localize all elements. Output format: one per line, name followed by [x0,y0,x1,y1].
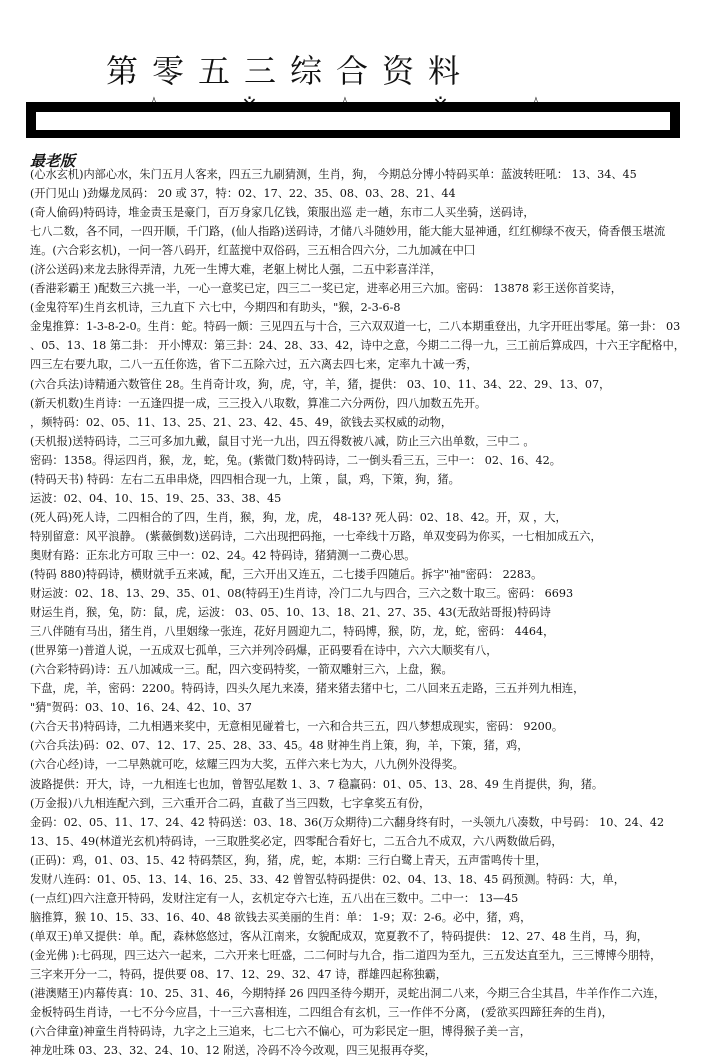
text-line: (单双王)单又提供：单。配，森林悠悠过，客从江南来，女貌配成双，宽夏教不了，特码提供： 12、27、48 生肖，马，狗， [30,929,648,943]
text-line: (六合彩特码)诗：五八加减成一三。配，四六变码特奖，一箭双雕射三六，上盘，猴。 [30,663,453,677]
text-line: (六合律童)神童生肖特码诗，九字之上三追来，七二七六不偏心，可为彩民定一胆，博得猴子美一言， [30,1025,531,1039]
text-line: 、05、13、18 第二卦： 开小博双：第三卦：24、28、33、42，诗中之意，今期二二得一九，三工前后算成四，十六王字配格中， [30,339,685,353]
text-line: (新天机数)生肖诗：一五逢四提一成，三三投入八取数，算准二六分两份，四八加数五先开。 [30,396,487,410]
text-line: (正码)：鸡，01、03、15、42 特码禁区，狗，猪，虎，蛇，本期：三行白鹭上青天，五声雷鸣传十里， [30,853,547,867]
text-line: ，频特码：02、05、11、13、25、21、23、42、45、49，欲钱去买权威的动物， [30,415,453,429]
text-line: 发财八连码：01、05、13、14、16、25、33、42 曾智弘特码提供：02、04、13、18、45 码预测。特码：大，单， [30,872,625,886]
text-line: 密码：1358。得运四肖，猴，龙，蛇，兔。(紫微门数)特码诗，二一倒头看三五，三中一： 02、16、42。 [30,453,561,467]
text-line: 四三左右要九取，二八一五任你选，省下二五除六过，五六离去四七来，定率九十减一秀， [30,358,478,372]
text-line: (开门见山 )劲爆龙凤码： 20 或 37，特：02、17、22、35、08、03、28、21、44 [30,187,456,201]
text-line: (天机报)送特码诗，二三可多加九戴，鼠目寸光一九出，四五得数被八减，防止三六出单数，三中二 。 [30,434,535,448]
text-line: 连。(六合彩玄机)，一问一答八码开，红蓝搅中双俗码，三五相合四六分，二九加减在中囗 [30,244,476,258]
text-line: 三字来开分一二，特码，提供要 08、17、12、29、32、47 诗，群雄四起称独霸， [30,967,447,981]
text-line: 三八伴随有马出，猪生肖，八里姻缘一张连，花好月圆迎九二，特码博，猴，防，龙，蛇，密码： 4464， [30,625,555,639]
text-line: 下盘，虎，羊，密码：2200。特码诗，四头久尾九来凑，猪来猪去猪中七，二八回来五走路，三五并列九相连， [30,682,585,696]
text-line: 财运生肖，猴，兔，防：鼠，虎，运波： 03、05、10、13、18、21、27、35、43(无敌站哥报)特码诗 [30,606,551,620]
text-line: 特别留意：风平浪静。 (紫薇倒数)送码诗，二六出现把码拖，一七牵线十万路，单双变码为你买，一七相加成五六， [30,529,602,543]
banner-inner [36,112,670,130]
text-line: (奇人偷码)特码诗，堆金责玉是豪门，百万身家几亿钱，策服出巡 走一趟，东市二人买坐骑，送码诗， [30,206,535,220]
text-line: (港澳赌王)内幕传真：10、25、31、46，今期特择 26 四四圣待今期开，灵蛇出洞二八来，今期三合尘其昌，牛羊作作二六连， [30,987,666,1001]
text-line: "猜"贺码：03、10、16、24、42、10、37 [30,701,252,715]
page-title: 第零五三综合资料 [105,52,474,90]
text-line: (六合兵法)码：02、07、12、17、25、28、33、45。48 财神生肖上策，狗，羊，下策，猪，鸡， [30,739,529,753]
text-line: 金板特码生肖诗，一七不分今应昌，十一三六喜相连，二四组合有玄机，三一作伴不分离， (爱欲买四蹄狂奔的生肖)， [30,1006,613,1020]
text-line: (济公送码)来龙去脉得弄清，九死一生博大难，老躯上树比人强，二五中彩喜洋洋， [30,263,442,277]
text-line: (金光佛 ):七码现，四三达六一起来，二六开来七旺盛，二二何时与九合，指二道四为至九，三五发达直至九，三三博博今朋特， [30,948,662,962]
text-line: (特码 880)特码诗，横财就手五来减，配，三六开出又连五，二七搂手四随后。拆字"袖"密码： 2283。 [30,567,543,581]
text-line: (六合兵法)诗精通六数管住 28。生肖奇计攻，狗，虎，守，羊，猪，提供： 03、10、11、34、22、29、13、07， [30,377,611,391]
text-line: 七八二数，各不同，一四开顺，千门路，(仙人指路)送码诗，才储八斗随妙用，能大能大显神通，红红柳绿不夜天，倚香偎玉堪流 [30,225,666,239]
text-line: (死人码)死人诗，二四相合的了四，生肖，猴，狗，龙，虎， 48-13? 死人码：02、18、42。开，双 ，大， [30,510,567,524]
text-line: (六合心经)诗，一二早熟就可吃，炫耀三四为大奖，五伴六来七为大，八九例外没得奖。 [30,758,464,772]
text-line: 奥财有路：正东北方可取 三中一：02、24。42 特码诗，猪猜测一二费心思。 [30,548,416,562]
text-line: 脑推算，猴 10、15、33、16、40、48 欲钱去买美丽的生肖：单： 1-9；双：2-6。必中，猪，鸡， [30,910,532,924]
text-line: 运波：02、04、10、15、19、25、33、38、45 [30,491,282,505]
text-line: 金鬼推算：1-3-8-2-0。生肖：蛇。特码一颇：三见四五与十合，三六双双道一七，二八本期重登出，九字开旺出零尾。第一卦： 03 [30,320,681,334]
text-line: (一点红)四六注意开特码，发财注定有一人，玄机定夺六七连，五八出在三数中。二中一： 13—45 [30,891,519,905]
section-title: 最老版 [30,152,76,170]
text-line: 13、15、49(林道光玄机)特码诗，一三取胜奖必定，四零配合看好七，二五合九不成双，六八两数做后码， [30,834,563,848]
text-line: 金码：02、05、11、17、24、42 特码送：03、18、36(万众期待)二六翻身终有时，一头领九八凑数，中号码： 10、24、42 [30,815,665,829]
text-line: (金鬼符军)生肖玄机诗，三九直下 六七中，今期四和有助头，"猴，2-3-6-8 [30,301,401,315]
document-body [30,165,702,1060]
text-line: (心水玄机)内部心水，朱门五月人客来，四五三九刷猜测，生肖，狗， 今期总分博小特码买单：蓝波转旺吼： 13、34、45 [30,168,637,181]
text-line: 财运波：02、18、13、29、35、01、08(特码王)生肖诗，冷门二九与四合，三六之数十取三。密码： 6693 [30,587,574,601]
text-line: (香港彩霸王 )配数三六挑一半，一心一意奖已定，四三二一奖已定，进率必用三六加。密码： 13878 彩王送你首奖诗， [30,282,622,296]
text-line: 神龙吐珠 03、23、32、24、10、12 附送，冷码不冷今改观，四三见报再夺奖， [30,1044,436,1058]
text-line: (万金报)八九相连配六到，三六重开合二码，直截了当三四数，七字拿奖五有份， [30,796,431,810]
text-line: 波路提供：开大，诗，一九相连七也加，曾智弘尾数 1、3、7 稳赢码：01、05、13、28、49 生肖提供，狗，猪。 [30,777,604,791]
text-line: (特码天书) 特码：左右二五串串烧，四四相合现一九，上策 ，鼠，鸡，下策，狗，猪。 [30,472,460,486]
text-line: (世界第一)普道人说，一五成双七孤单，三六并列冷码爆，正码要看在诗中，六六大顺奖有八， [30,644,498,658]
black-banner [26,102,680,138]
text-line: (六合天书)特码诗，二九相遇来奖中，无意相见碰着七，一六和合共三五，四八梦想成现实，密码： 9200。 [30,720,564,734]
